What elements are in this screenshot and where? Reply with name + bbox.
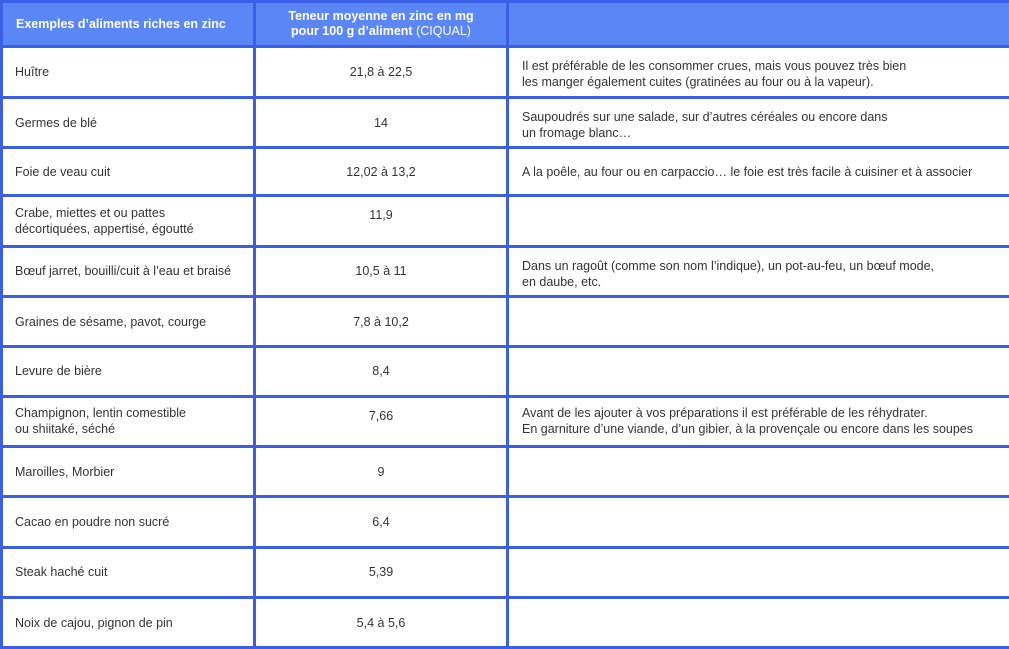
- usage-tip-cell: [509, 599, 1009, 646]
- header-zinc-content-line1: Teneur moyenne en zinc en mg: [288, 9, 474, 23]
- zinc-value-cell: 5,4 à 5,6: [256, 599, 506, 646]
- usage-tip-cell: [509, 298, 1009, 345]
- food-name-cell: [3, 398, 253, 446]
- food-name-cell: [3, 99, 253, 147]
- zinc-value-cell: 10,5 à 11: [256, 248, 506, 296]
- header-zinc-content-line2: [266, 24, 496, 39]
- usage-tip-line: en daube, etc.: [522, 274, 602, 289]
- zinc-value-cell: 8,4: [256, 348, 506, 395]
- header-zinc-content-source: (CIQUAL): [412, 24, 471, 38]
- food-name-line: Germes de blé: [15, 115, 97, 130]
- usage-tip-cell: [509, 348, 1009, 395]
- table-row: [3, 498, 1009, 546]
- usage-tip-cell: [509, 99, 1009, 147]
- zinc-value-cell: 21,8 à 22,5: [256, 48, 506, 96]
- food-name-cell: [3, 298, 253, 345]
- usage-tip-line: En garniture d’une viande, d’un gibier, à la provençale ou encore dans les soupes: [522, 422, 974, 437]
- food-name-cell: [3, 197, 253, 245]
- header-zinc-content: [256, 3, 506, 45]
- food-name-cell: [3, 48, 253, 96]
- food-name-cell: [3, 498, 253, 546]
- zinc-value-cell: 7,66: [256, 398, 506, 446]
- table-row: [3, 298, 1009, 345]
- table-row: [3, 248, 1009, 296]
- food-name-line: Maroilles, Morbier: [15, 464, 115, 479]
- table-header-row: [3, 3, 1009, 45]
- zinc-value-cell: 14: [256, 99, 506, 147]
- header-zinc-content-unit: pour 100 g d’aliment: [291, 24, 413, 38]
- usage-tip-line: Il est préférable de les consommer crues, mais vous pouvez très bien: [522, 59, 907, 74]
- food-name-cell: [3, 248, 253, 296]
- food-name-line: Champignon, lentin comestible: [15, 406, 186, 421]
- zinc-value-cell: 12,02 à 13,2: [256, 149, 506, 194]
- table-row: [3, 348, 1009, 395]
- food-name-line: Steak haché cuit: [15, 565, 108, 580]
- usage-tip-cell: [509, 398, 1009, 446]
- food-name-line: Levure de bière: [15, 364, 102, 379]
- food-name-line: Noix de cajou, pignon de pin: [15, 615, 173, 630]
- usage-tip-line: Dans un ragoût (comme son nom l’indique), un pot-au-feu, un bœuf mode,: [522, 258, 935, 273]
- food-name-line: Cacao en poudre non sucré: [15, 514, 170, 529]
- usage-tip-cell: [509, 549, 1009, 597]
- food-name-cell: [3, 599, 253, 646]
- usage-tip-line: Avant de les ajouter à vos préparations il est préférable de les réhydrater.: [522, 406, 928, 421]
- zinc-value-cell: 9: [256, 448, 506, 495]
- table-row: [3, 549, 1009, 597]
- header-food-examples: Exemples d’aliments riches en zinc: [3, 3, 253, 45]
- table-row: [3, 448, 1009, 495]
- usage-tip-line: Saupoudrés sur une salade, sur d’autres céréales ou encore dans: [522, 110, 888, 124]
- usage-tip-cell: [509, 498, 1009, 546]
- usage-tip-cell: [509, 197, 1009, 245]
- food-name-line: décortiquées, appertisé, égoutté: [15, 221, 194, 236]
- usage-tip-cell: [509, 149, 1009, 194]
- food-name-cell: [3, 348, 253, 395]
- food-name-cell: [3, 549, 253, 597]
- table-row: [3, 48, 1009, 96]
- food-name-cell: [3, 149, 253, 194]
- usage-tip-line: A la poêle, au four ou en carpaccio… le foie est très facile à cuisiner et à associer: [522, 164, 973, 179]
- zinc-value-cell: 7,8 à 10,2: [256, 298, 506, 345]
- table-row: [3, 197, 1009, 245]
- food-name-line: ou shiitaké, séché: [15, 422, 116, 437]
- usage-tip-cell: [509, 448, 1009, 495]
- food-name-cell: [3, 448, 253, 495]
- table-row: [3, 149, 1009, 194]
- table-row: [3, 99, 1009, 147]
- zinc-value-cell: 5,39: [256, 549, 506, 597]
- food-name-line: Foie de veau cuit: [15, 164, 111, 179]
- header-usage-tips: [509, 3, 1009, 45]
- usage-tip-cell: [509, 48, 1009, 96]
- usage-tip-cell: [509, 248, 1009, 296]
- zinc-value-cell: 11,9: [256, 197, 506, 245]
- table-row: [3, 599, 1009, 646]
- table-body: [3, 48, 1009, 646]
- usage-tip-line: les manger également cuites (gratinées au four ou à la vapeur).: [522, 75, 874, 90]
- food-name-line: Crabe, miettes et ou pattes: [15, 205, 166, 220]
- food-name-line: Graines de sésame, pavot, courge: [15, 314, 207, 329]
- usage-tip-line: un fromage blanc…: [522, 126, 632, 140]
- zinc-value-cell: 6,4: [256, 498, 506, 546]
- table-row: [3, 398, 1009, 446]
- food-name-line: Bœuf jarret, bouilli/cuit à l’eau et braisé: [15, 264, 232, 279]
- food-name-line: Huître: [15, 64, 50, 79]
